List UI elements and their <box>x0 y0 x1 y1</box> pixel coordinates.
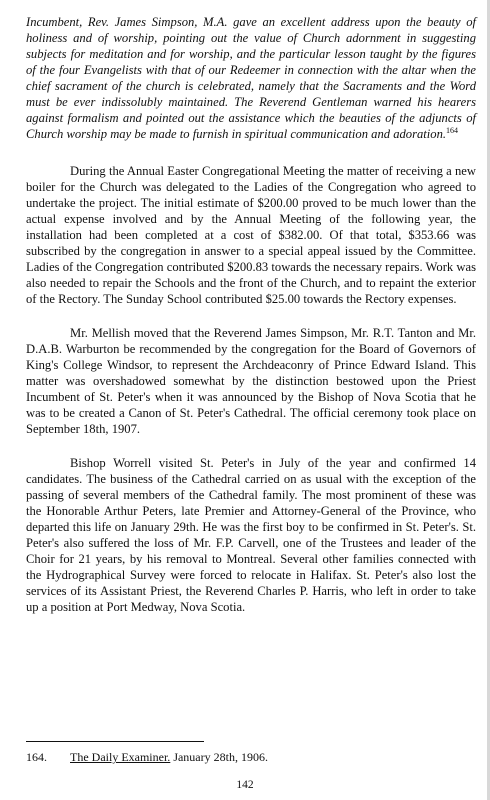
quoted-address-text: Incumbent, Rev. James Simpson, M.A. gave an excellent address upon the beauty of holiness and of worship, pointing out the value of Church adornment in suggesting subjects for meditation and for worship, and the particular lesson taught by the figures of the four Evangelists with that of our Redeemer in connection with the altar when the chief sacrament of the church is celebrated, namely that the Sacraments and the Word must be ever indissolubly maintained. The Reverend Gentleman warned his hearers against formalism and pointed out the assistance which the beauties of the adjuncts of Church worship may be made to furnish in spiritual communication and adoration. <box>26 15 476 141</box>
footnote-source: The Daily Examiner. <box>70 750 171 764</box>
page-number: 142 <box>236 779 254 791</box>
page-body <box>26 14 476 615</box>
worrell-paragraph: Bishop Worrell visited St. Peter's in July of the year and confirmed 14 candidates. The business of the Cathedral carried on as usual with the exception of the passing of several members of the Cathedral family. The most prominent of these was the Honorable Arthur Peters, late Premier and Attorney-General of the Province, who departed this life on January 29th. He was the first boy to be confirmed in St. Peter's. St. Peter's also suffered the loss of Mr. F.P. Carvell, one of the Trustees and leader of the Choir for 21 years, by his removal to Montreal. Several other families connected with the Hydrographical Survey were forced to relocate in Halifax. St. Peter's also lost the services of its Assistant Priest, the Reverend Charles P. Harris, who left in order to take up a position at Port Medway, Nova Scotia. <box>26 456 476 614</box>
footnote-divider <box>26 741 204 742</box>
mellish-paragraph: Mr. Mellish moved that the Reverend James Simpson, Mr. R.T. Tanton and Mr. D.A.B. Warburton be recommended by the congregation for the Board of Governors of King's College Windsor, to represent the Archdeaconry of Prince Edward Island. This matter was overshadowed somewhat by the distinction bestowed upon the Priest Incumbent of St. Peter's when it was announced by the Bishop of Nova Scotia that he was to be created a Canon of St. Peter's Cathedral. The official ceremony took place on September 18th, 1907. <box>26 326 476 436</box>
footnote-number: 164. <box>26 750 47 764</box>
footnote-reference: 164 <box>446 125 459 135</box>
footnote <box>26 750 466 765</box>
boiler-paragraph: During the Annual Easter Congregational Meeting the matter of receiving a new boiler for the Church was delegated to the Ladies of the Congregation who agreed to undertake the project. The initial estimate of $200.00 proved to be much lower than the actual expense involved and by the Annual Meeting of the following year, the installation had been completed at a cost of $382.00. Of that total, $353.66 was subscribed by the congregation in answer to a special appeal issued by the Committee. Ladies of the Congregation contributed $200.83 towards the necessary repairs. Work was also needed to repair the Schools and the front of the Church, and to repaint the exterior of the Rectory. The Sunday School contributed $25.00 towards the Rectory expenses. <box>26 164 476 306</box>
quoted-address-paragraph <box>26 14 476 142</box>
footnote-date: January 28th, 1906. <box>170 750 268 764</box>
